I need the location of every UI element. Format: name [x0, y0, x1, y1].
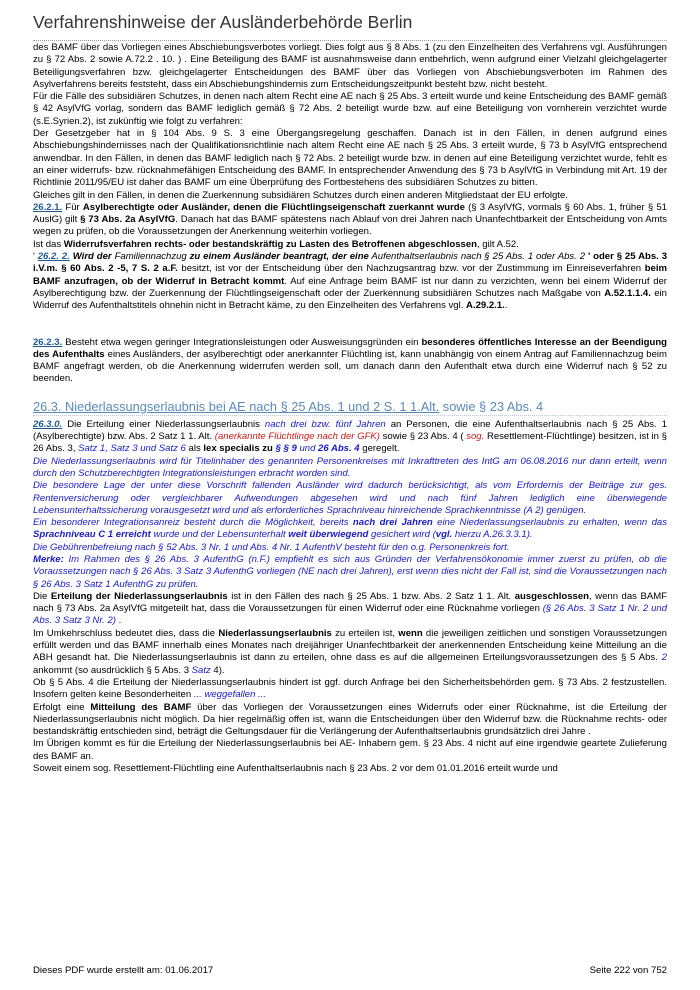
paragraph-26-2-1: 26.2.1. Für Asylberechtigte oder Ausländer, denen die Flüchtlingseigenschaft zuerkannt wurde (§ 3 AsylVfG, vormals § 60 Abs. 1, früher § 51 AuslG) gilt § 73 Abs. 2a AsylVfG. Danach hat das BAMF spätestens nach Ablauf von drei Jahren nach Unanfechtbarkeit der Entscheidung von Amts wegen zu prüfen, ob die Voraussetzungen der Anerkennung weiterhin vorliegen. — [33, 201, 668, 238]
section-link-26-2-3[interactable]: 26.2.3. — [33, 336, 63, 348]
creation-date: Dieses PDF wurde erstellt am: 01.06.2017 — [33, 965, 214, 976]
spacer — [33, 386, 667, 396]
paragraph: Erfolgt eine Mitteilung des BAMF über das Vorliegen der Voraussetzungen eines Widerrufs oder einer Rücknahme, ist die Erteilung der Niederlassungserlaubnis nicht möglich. Da hier regelmäßig offen ist, wann die Entscheidungen über den Widerruf bzw. die Rücknahme rechts- oder bestandskräftig entschieden sind, beträgt die Geltungsdauer für die Verlängerung der Aufenthaltserlaubnis grundsätzlich drei Jahre . — [33, 701, 667, 738]
paragraph: Ist das Widerrufsverfahren rechts- oder bestandskräftig zu Lasten des Betroffenen abgeschlossen, gilt A.52. — [33, 238, 519, 250]
paragraph: Für die Fälle des subsidiären Schutzes, in denen nach altem Recht eine AE nach § 25 Abs. 3 erteilt wurde und keine Entscheidung des BAMF gemäß § 42 AsylVfG vorlag, sondern das BAMF lediglich gemäß § 72 Abs. 2 beteiligt wurde bzw. auf eine Beteiligung von vornherein verzichtet wurde (s.E.Syrien.2), ist zukünftig wie folgt zu verfahren: — [33, 91, 667, 127]
document-body — [33, 42, 667, 775]
paragraph-26-2-2: ' 26.2. 2. Wird der Familiennachzug zu einem Ausländer beantragt, der eine Aufenthaltserlaubnis nach § 25 Abs. 1 oder Abs. 2 ' oder § 25 Abs. 3 i.V.m. § 60 Abs. 2 -5, 7 S. 2 a.F. besitzt, ist vor der Entscheidung über den Nachzugsantrag bzw. vor der Zustimmung im Einreiseverfahren beim BAMF anzufragen, ob der Widerruf in Betracht kommt. Auf eine Anfrage beim BAMF ist nur dann zu verzichten, wenn bei einem Widerruf der Asylberechtigung bzw. der Zuerkennung der Flüchtlingseigenschaft oder der Zuerkennung subsidiären Schutzes nach Maßgabe von A.52.1.1.4. ein Widerruf des Aufenthaltstitels ohnehin nicht in Betracht käme, zu den Einzelheiten des Verfahrens vgl. A.29.2.1.. — [33, 251, 668, 312]
paragraph-blue: Merke: Im Rahmen des § 26 Abs. 3 AufenthG (n.F.) empfiehlt es sich aus Gründen der Verfahrensökonomie immer zuerst zu prüfen, ob die Voraussetzungen nach § 26 Abs. 3 Satz 3 AufenthG vorliegen (NE nach drei Jahren), erst wenn dies nicht der Fall ist, sind die Voraussetzungen nach § 26 Abs. 3 Satz 1 AufenthG zu prüfen. — [33, 553, 667, 590]
paragraph-blue: Die Niederlassungserlaubnis wird für Titelinhaber des genannten Personenkreises mit Inkrafttreten des IntG am 06.08.2016 nur dann erteilt, wenn durch den Schutzberechtigten Integrationsleistungen erbracht worden sind. — [33, 455, 667, 479]
section-heading-26-3: 26.3. Niederlassungserlaubnis bei AE nach § 25 Abs. 1 und 2 S. 1 1.Alt. sowie § 23 Abs. 4 — [33, 398, 667, 416]
paragraph: Im Übrigen kommt es für die Erteilung der Niederlassungserlaubnis bei AE- Inhabern gem. § 23 Abs. 4 nicht auf eine irgendwie geartete Zulieferung des BAMF an. — [33, 738, 667, 762]
section-link-26-3[interactable]: 26.3. — [33, 398, 62, 414]
paragraph-blue: Die Gebührenbefreiung nach § 52 Abs. 3 Nr. 1 und Abs. 4 Nr. 1 AufenthV besteht für den o.g. Personenkreis fort. — [33, 541, 510, 553]
paragraph: Soweit einem sog. Resettlement-Flüchtling eine Aufenthaltserlaubnis nach § 23 Abs. 2 vor dem 01.01.2016 erteilt wurde und — [33, 763, 558, 775]
section-link-26-3-0[interactable]: 26.3.0. — [33, 418, 63, 430]
page-header — [33, 10, 667, 41]
paragraph: Gleiches gilt in den Fällen, in denen die Zuerkennung subsidiären Schutzes durch einen anderen Mitgliedstaat der EU erfolgte. — [33, 189, 568, 201]
spacer — [33, 313, 667, 337]
paragraph: Ob § 5 Abs. 4 die Erteilung der Niederlassungserlaubnis hindert ist ggf. durch Anfrage bei den Sicherheitsbehörden gem. § 73 Abs. 2 festzustellen. Insofern gelten keine Besonderheiten ... weggefallen ... — [33, 676, 667, 701]
section-link-26-2-1[interactable]: 26.2.1. — [33, 201, 63, 213]
paragraph: Im Umkehrschluss bedeutet dies, dass die Niederlassungserlaubnis zu erteilen ist, wenn die jeweiligen zeitlichen und sonstigen Voraussetzungen erfüllt werden und das BAMF innerhalb eines Monates nach dreijähriger Unanfechtbarkeit der anerkennenden Entscheidung keine Mitteilung an die ABH gesandt hat. Die Niederlassungserlaubnis ist dann zu erteilen, ohne dass es auf die allgemeinen Erteilungsvoraussetzungen des § 5 Abs. 2 ankommt (so ausdrücklich § 5 Abs. 3 Satz 4). — [33, 627, 667, 676]
section-link-26-2-2[interactable]: 26.2. 2. — [37, 251, 70, 263]
paragraph: Der Gesetzgeber hat in § 104 Abs. 9 S. 3 eine Übergangsregelung geschaffen. Danach ist in den Fällen, in denen aufgrund eines Abschiebungshindernisses nach der Qualifikationsrichtlinie nach altem Recht eine AE nach § 25 Abs. 3 erteilt wurde, § 73 b AsylVfG entsprechend anwendbar. In den Fällen, in denen das BAMF lediglich nach § 72 Abs. 2 beteiligt wurde bzw. in denen auf eine Beteiligung verzichtet wurde, fehlt es an einer widerrufs- bzw. rücknahmefähigen Entscheidung des BAMF. In entsprechender Anwendung des § 73 b AsylVfG in Verbindung mit Art. 19 der Richtlinie 2011/95/EU ist daher das BAMF um eine Überprüfung des Fortbestehens des subsidiären Schutzes zu bitten. — [33, 128, 667, 189]
paragraph: Die Erteilung der Niederlassungserlaubnis ist in den Fällen des nach § 25 Abs. 1 bzw. Abs. 2 Satz 1 1. Alt. ausgeschlossen, wenn das BAMF nach § 73 Abs. 2a AsylVfG mitgeteilt hat, dass die Voraussetzungen für einen Widerruf oder eine Rücknahme vorliegen (§ 26 Abs. 3 Satz 1 Nr. 2 und Abs. 3 Satz 3 Nr. 2) . — [33, 590, 667, 627]
paragraph-blue: Die besondere Lage der unter diese Vorschrift fallenden Ausländer wird dadurch berücksichtigt, als vom Erfordernis der Beiträge zur ges. Rentenversicherung oder vergleichbarer Aufwendungen abgesehen wird und nach fünf Jahren lediglich eine überwiegende Lebensunterhaltssicherung vorausgesetzt wird und als erforderliches Sprachniveau hinreichende Sprachkenntnisse (A 2) genügen. — [33, 480, 667, 516]
paragraph-26-3-0: 26.3.0. Die Erteilung einer Niederlassungserlaubnis nach drei bzw. fünf Jahren an Personen, die eine Aufenthaltserlaubnis nach § 25 Abs. 1 (Asylberechtigte) bzw. Abs. 2 Satz 1 1. Alt. (anerkannte Flüchtlinge nach der GFK) sowie § 23 Abs. 4 ( sog. Resettlement-Flüchtlinge) besitzen, ist in § 26 Abs. 3, Satz 1, Satz 3 und Satz 6 als lex specialis zu § § 9 und 26 Abs. 4 geregelt. — [33, 418, 668, 455]
page-number: Seite 222 von 752 — [589, 965, 667, 976]
page-title: Verfahrenshinweise der Ausländerbehörde Berlin — [33, 12, 413, 32]
paragraph-26-2-3: 26.2.3. Besteht etwa wegen geringer Integrationsleistungen oder Ausweisungsgründen ein besonderes öffentliches Interesse an der Beendigung des Aufenthalts eines Ausländers, der asylberechtigt oder anerkannter Flüchtling ist, kann unabhängig von einem Antrag auf Familiennachzug beim BAMF angefragt werden, ob die Anerkennung widerrufen werden soll, um danach dann den Aufenthalt etwa durch eine Widerruf nach § 52 zu beenden. — [33, 336, 667, 385]
paragraph-blue: Ein besonderer Integrationsanreiz besteht durch die Möglichkeit, bereits nach drei Jahren eine Niederlassungserlaubnis zu erhalten, wenn das Sprachniveau C 1 erreicht wurde und der Lebensunterhalt weit überwiegend gesichert wird (vgl. hierzu A.26.3.3.1). — [33, 517, 668, 541]
paragraph: des BAMF über das Vorliegen eines Abschiebungsverbotes vorliegt. Dies folgt aus § 8 Abs. 1 (zu den Einzelheiten des Verfahrens vgl. Ausführungen zu § 72 Abs. 2 sowie A.72.2 . 10. ) . Eine Beteiligung des BAMF ist ausnahmsweise dann entbehrlich, wenn aufgrund einer Vielzahl gleichgelagerter Beteiligungsverfahren bzw. gleichgelagerter Entscheidungen des BAMF über das Vorliegen von Abschiebungsverboten im Rahmen des Asylverfahrens bereits feststeht, dass ein Abschiebungshindernis zum Entscheidungszeitpunkt besteht bzw. nicht besteht. — [33, 42, 667, 90]
